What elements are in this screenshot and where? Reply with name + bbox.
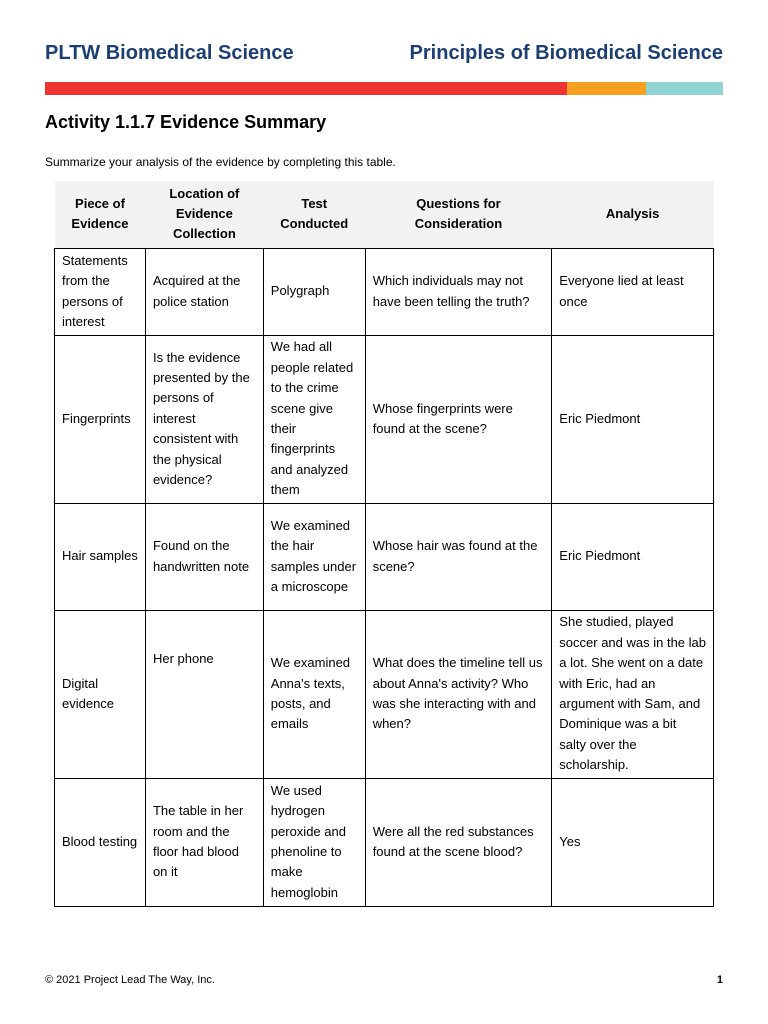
cell-test: We examined the hair samples under a microscope xyxy=(263,503,365,610)
table-row xyxy=(55,335,714,503)
cell-test: We examined Anna's texts, posts, and emails xyxy=(263,610,365,778)
header-analysis: Analysis xyxy=(552,181,714,248)
cell-location: Found on the handwritten note xyxy=(145,503,263,610)
table-header-row xyxy=(55,181,714,248)
color-bar-orange-segment xyxy=(567,82,646,95)
header-test-conducted: Test Conducted xyxy=(263,181,365,248)
cell-question: Which individuals may not have been telling the truth? xyxy=(365,248,552,335)
cell-location: Acquired at the police station xyxy=(145,248,263,335)
cell-evidence: Statements from the persons of interest xyxy=(55,248,146,335)
cell-analysis: Everyone lied at least once xyxy=(552,248,714,335)
copyright-notice: © 2021 Project Lead The Way, Inc. xyxy=(45,974,215,986)
cell-location: The table in her room and the floor had blood on it xyxy=(145,778,263,906)
cell-analysis: Eric Piedmont xyxy=(552,503,714,610)
cell-evidence: Digital evidence xyxy=(55,610,146,778)
table-row xyxy=(55,248,714,335)
activity-instructions: Summarize your analysis of the evidence by completing this table. xyxy=(45,155,396,169)
course-name: Principles of Biomedical Science xyxy=(409,42,723,64)
table-row xyxy=(55,503,714,610)
cell-test: We used hydrogen peroxide and phenoline to make hemoglobin xyxy=(263,778,365,906)
color-bar-teal-segment xyxy=(646,82,723,95)
cell-question: Were all the red substances found at the scene blood? xyxy=(365,778,552,906)
page-header xyxy=(45,42,723,68)
header-location-of-collection: Location of Evidence Collection xyxy=(145,181,263,248)
table-row xyxy=(55,610,714,778)
cell-analysis: She studied, played soccer and was in the lab a lot. She went on a date with Eric, had an argument with Sam, and Dominique was a bit salty over the scholarship. xyxy=(552,610,714,778)
cell-question: Whose fingerprints were found at the scene? xyxy=(365,335,552,503)
evidence-summary-table xyxy=(54,181,714,907)
color-bar-red-segment xyxy=(45,82,567,95)
course-brand: PLTW Biomedical Science xyxy=(45,42,294,64)
cell-evidence: Fingerprints xyxy=(55,335,146,503)
cell-analysis: Eric Piedmont xyxy=(552,335,714,503)
cell-question: Whose hair was found at the scene? xyxy=(365,503,552,610)
activity-title: Activity 1.1.7 Evidence Summary xyxy=(45,112,327,132)
cell-question: What does the timeline tell us about Anna's activity? Who was she interacting with and when? xyxy=(365,610,552,778)
header-questions-for-consideration: Questions for Consideration xyxy=(365,181,552,248)
page-number: 1 xyxy=(716,974,723,986)
cell-test: Polygraph xyxy=(263,248,365,335)
cell-location: Her phone xyxy=(145,610,263,778)
cell-evidence: Hair samples xyxy=(55,503,146,610)
table-row xyxy=(55,778,714,906)
header-piece-of-evidence: Piece of Evidence xyxy=(55,181,146,248)
cell-location: Is the evidence presented by the persons of interest consistent with the physical evidence? xyxy=(145,335,263,503)
cell-test: We had all people related to the crime scene give their fingerprints and analyzed them xyxy=(263,335,365,503)
cell-evidence: Blood testing xyxy=(55,778,146,906)
cell-analysis: Yes xyxy=(552,778,714,906)
header-color-bar xyxy=(45,82,723,95)
